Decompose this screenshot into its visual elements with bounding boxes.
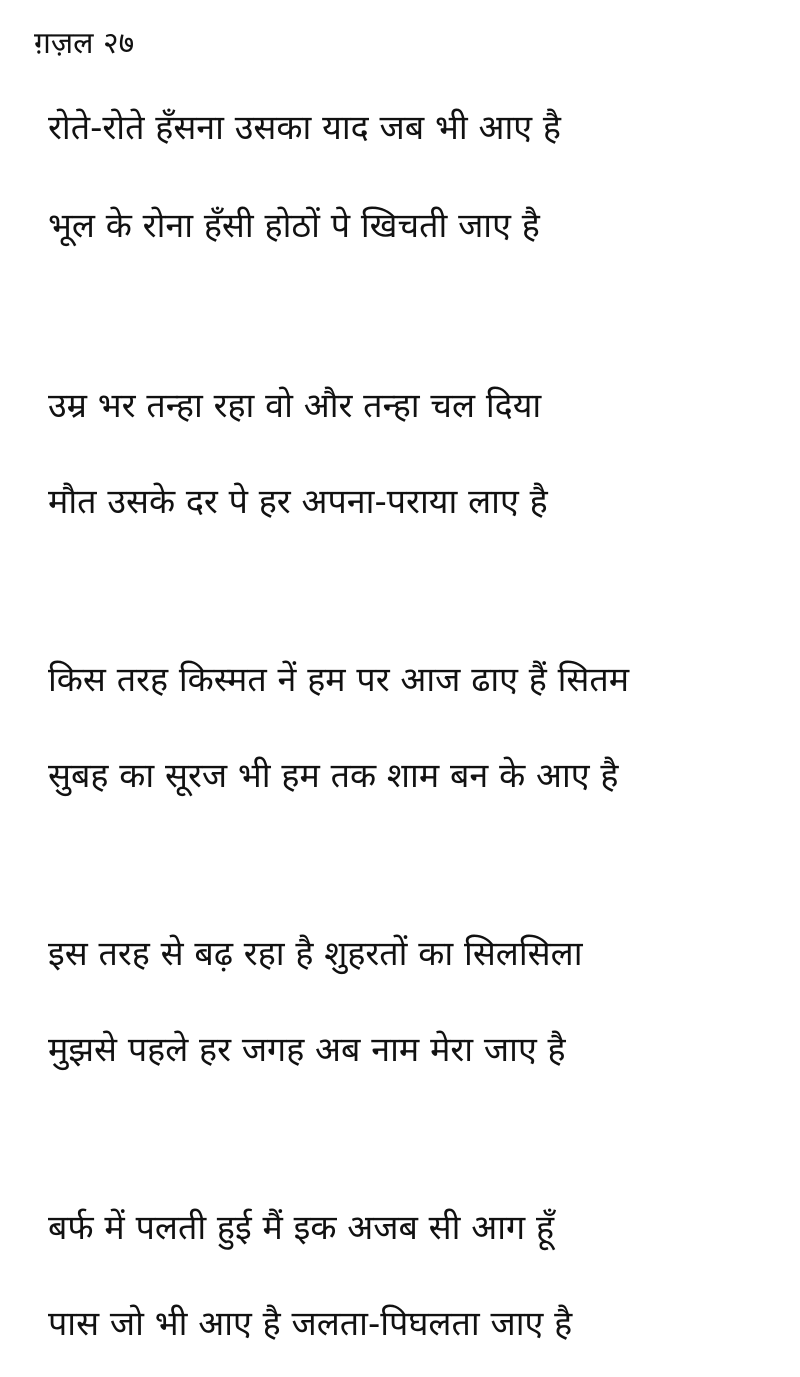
poem-title: ग़ज़ल २७ [34, 26, 135, 61]
couplet-4-line-1: इस तरह से बढ़ रहा है शुहरतों का सिलसिला [48, 934, 583, 974]
couplet-4-line-2: मुझसे पहले हर जगह अब नाम मेरा जाए है [48, 1030, 566, 1070]
couplet-5-line-2: पास जो भी आए है जलता-पिघलता जाए है [48, 1304, 573, 1344]
couplet-3-line-1: किस तरह किस्मत नें हम पर आज ढाए हैं सितम [48, 660, 630, 700]
couplet-3-line-2: सुबह का सूरज भी हम तक शाम बन के आए है [48, 756, 619, 796]
couplet-1-line-1: रोते-रोते हँसना उसका याद जब भी आए है [48, 108, 561, 148]
couplet-1-line-2: भूल के रोना हँसी होठों पे खिचती जाए है [48, 206, 540, 246]
couplet-2-line-2: मौत उसके दर पे हर अपना-पराया लाए है [48, 482, 548, 522]
couplet-2-line-1: उम्र भर तन्हा रहा वो और तन्हा चल दिया [48, 386, 542, 426]
couplet-5-line-1: बर्फ में पलती हुई मैं इक अजब सी आग हूँ [48, 1208, 555, 1248]
